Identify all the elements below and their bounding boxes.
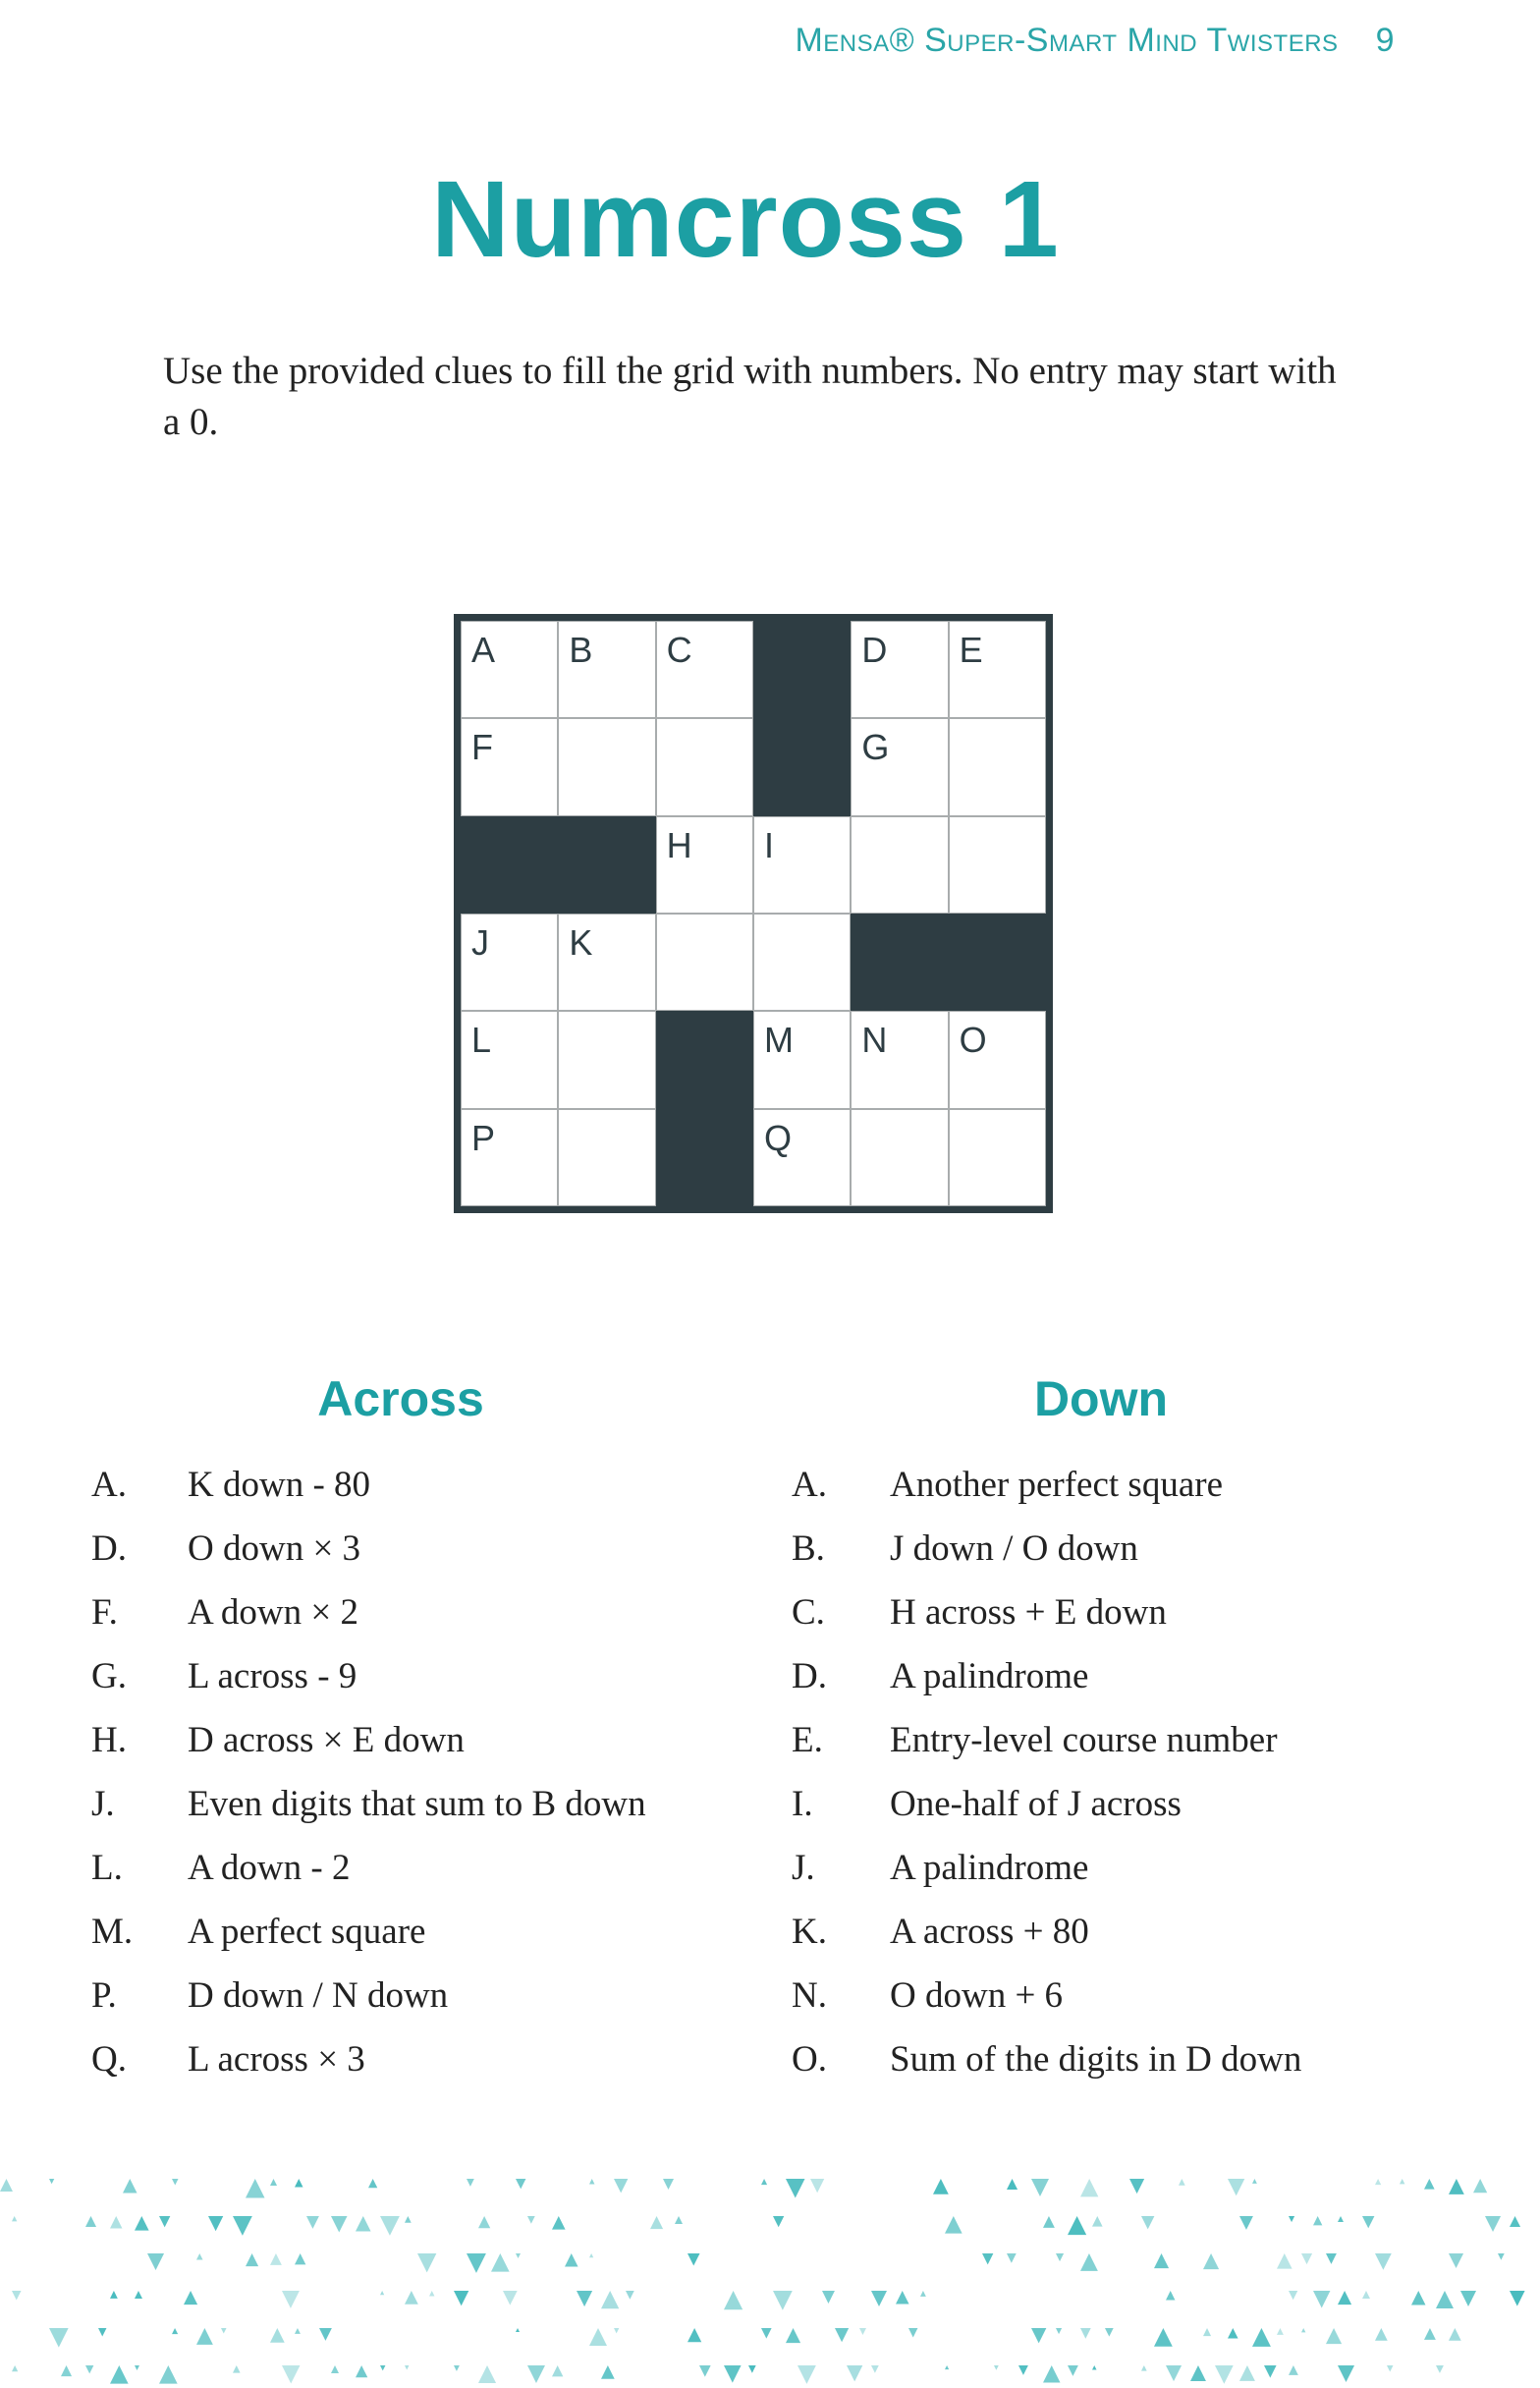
- triangle-mark: [1031, 2328, 1046, 2343]
- triangle-mark: [663, 2179, 674, 2190]
- triangle-mark: [1080, 2253, 1098, 2271]
- triangle-mark: [1056, 2253, 1064, 2261]
- triangle-mark: [110, 2291, 118, 2299]
- triangle-mark: [1362, 2216, 1374, 2228]
- down-clue-label: N.: [792, 1975, 827, 2016]
- triangle-mark: [1068, 2216, 1086, 2235]
- triangle-mark: [1326, 2253, 1337, 2264]
- triangle-mark: [61, 2365, 72, 2376]
- triangle-mark: [380, 2365, 385, 2370]
- triangle-mark: [110, 2216, 122, 2228]
- triangle-mark: [577, 2291, 592, 2306]
- triangle-mark: [1375, 2179, 1381, 2185]
- triangle-mark: [270, 2253, 282, 2265]
- triangle-mark: [601, 2291, 619, 2308]
- triangle-mark: [773, 2216, 784, 2227]
- triangle-mark: [417, 2253, 436, 2272]
- across-clue-text: O down × 3: [188, 1528, 361, 1569]
- triangle-mark: [159, 2216, 170, 2227]
- triangle-mark: [1007, 2253, 1017, 2263]
- grid-cell[interactable]: [753, 1109, 851, 1206]
- triangle-mark: [527, 2365, 545, 2383]
- triangle-mark: [147, 2253, 164, 2270]
- cell-label: Q: [764, 1117, 793, 1158]
- grid-cell[interactable]: [656, 621, 753, 718]
- black-cell: [656, 1109, 753, 1206]
- triangle-mark: [1411, 2291, 1425, 2305]
- grid-cell[interactable]: [461, 1109, 558, 1206]
- cell-label: M: [764, 1020, 794, 1061]
- triangle-mark: [761, 2179, 767, 2185]
- triangle-mark: [0, 2179, 13, 2192]
- across-clue-label: P.: [91, 1975, 117, 2016]
- triangle-mark: [748, 2365, 756, 2373]
- triangle-mark: [724, 2365, 742, 2383]
- triangle-mark: [1007, 2179, 1018, 2190]
- cell-label: I: [764, 824, 775, 865]
- grid-cell[interactable]: [558, 1109, 655, 1206]
- grid-cell[interactable]: [949, 816, 1046, 914]
- cell-label: B: [569, 630, 593, 670]
- triangle-mark: [1313, 2291, 1330, 2307]
- triangle-mark: [822, 2291, 835, 2304]
- triangle-mark: [1460, 2291, 1476, 2306]
- triangle-mark: [1485, 2216, 1501, 2232]
- triangle-mark: [405, 2365, 409, 2369]
- triangle-mark: [724, 2291, 742, 2309]
- triangle-pattern-decoration: [0, 2161, 1540, 2388]
- triangle-mark: [786, 2179, 804, 2197]
- triangle-mark: [12, 2365, 18, 2371]
- triangle-mark: [1277, 2253, 1292, 2269]
- across-clue-label: A.: [91, 1465, 127, 1505]
- triangle-mark: [565, 2253, 578, 2267]
- triangle-mark: [688, 2328, 701, 2342]
- grid-cell[interactable]: [949, 1011, 1046, 1108]
- across-heading: Across: [317, 1371, 484, 1426]
- across-clue-label: Q.: [91, 2039, 127, 2080]
- triangle-mark: [306, 2216, 319, 2229]
- triangle-mark: [1449, 2179, 1464, 2194]
- triangle-mark: [761, 2328, 772, 2339]
- triangle-mark: [1264, 2365, 1277, 2378]
- across-clue-text: D across × E down: [188, 1720, 465, 1760]
- triangle-mark: [994, 2365, 999, 2370]
- cell-label: D: [861, 630, 888, 670]
- triangle-mark: [1289, 2216, 1294, 2222]
- triangle-mark: [172, 2328, 178, 2334]
- triangle-mark: [908, 2328, 917, 2337]
- cell-label: O: [959, 1020, 987, 1061]
- grid-cell[interactable]: [558, 1011, 655, 1108]
- cell-label: N: [861, 1020, 888, 1061]
- down-clue-text: Another perfect square: [890, 1465, 1223, 1505]
- triangle-mark: [614, 2328, 619, 2333]
- grid-cell[interactable]: [461, 718, 558, 815]
- triangle-mark: [516, 2179, 525, 2189]
- triangle-mark: [110, 2365, 129, 2384]
- down-clue-label: K.: [792, 1912, 827, 1952]
- triangle-mark: [1387, 2365, 1393, 2371]
- triangle-mark: [1338, 2216, 1344, 2222]
- triangle-mark: [589, 2179, 594, 2184]
- grid-cell[interactable]: [656, 718, 753, 815]
- grid-cell[interactable]: [851, 718, 948, 815]
- triangle-mark: [135, 2216, 149, 2231]
- triangle-mark: [135, 2365, 139, 2370]
- triangle-mark: [589, 2253, 593, 2257]
- triangle-mark: [1092, 2365, 1096, 2369]
- triangle-mark: [675, 2216, 683, 2224]
- triangle-mark: [135, 2291, 142, 2299]
- triangle-mark: [1375, 2328, 1388, 2341]
- triangle-mark: [516, 2328, 520, 2332]
- across-clue-text: L across - 9: [188, 1656, 358, 1696]
- down-clue-label: B.: [792, 1528, 825, 1569]
- triangle-mark: [699, 2365, 711, 2377]
- triangle-mark: [1203, 2328, 1211, 2336]
- puzzle-title: Numcross 1: [431, 159, 1060, 280]
- triangle-mark: [172, 2179, 179, 2186]
- triangle-mark: [859, 2328, 866, 2335]
- across-clue-text: D down / N down: [188, 1975, 449, 2016]
- triangle-mark: [1498, 2253, 1505, 2260]
- triangle-mark: [589, 2328, 607, 2346]
- black-cell: [949, 914, 1046, 1011]
- down-clue-label: A.: [792, 1465, 827, 1505]
- triangle-mark: [1473, 2179, 1487, 2193]
- triangle-mark: [982, 2253, 993, 2264]
- triangle-mark: [1056, 2328, 1062, 2334]
- triangle-mark: [196, 2253, 203, 2260]
- down-clue-label: J.: [792, 1848, 815, 1888]
- across-clue-label: D.: [91, 1528, 127, 1569]
- triangle-mark: [1141, 2216, 1154, 2229]
- black-cell: [753, 718, 851, 815]
- triangle-mark: [1326, 2328, 1342, 2344]
- grid-cell[interactable]: [949, 621, 1046, 718]
- triangle-mark: [478, 2365, 496, 2383]
- triangle-mark: [1239, 2365, 1255, 2381]
- triangle-mark: [98, 2328, 106, 2336]
- triangle-mark: [319, 2328, 332, 2341]
- triangle-mark: [1203, 2253, 1219, 2269]
- black-cell: [656, 1011, 753, 1108]
- across-clue-label: H.: [91, 1720, 127, 1760]
- grid-cell[interactable]: [461, 621, 558, 718]
- triangle-mark: [405, 2291, 418, 2305]
- grid-cell[interactable]: [656, 914, 753, 1011]
- triangle-mark: [773, 2291, 793, 2310]
- triangle-mark: [1154, 2328, 1173, 2347]
- triangle-mark: [295, 2179, 302, 2187]
- triangle-mark: [295, 2328, 301, 2334]
- triangle-mark: [798, 2365, 816, 2384]
- triangle-mark: [871, 2365, 879, 2373]
- across-clue-text: Even digits that sum to B down: [188, 1784, 646, 1824]
- across-clue-text: A down - 2: [188, 1848, 351, 1888]
- triangle-mark: [1080, 2328, 1091, 2339]
- triangle-mark: [527, 2216, 535, 2224]
- triangle-mark: [688, 2253, 700, 2266]
- across-clue-text: L across × 3: [188, 2039, 365, 2080]
- grid-cell[interactable]: [851, 621, 948, 718]
- triangle-mark: [1179, 2179, 1185, 2186]
- triangle-mark: [1228, 2328, 1238, 2339]
- across-clue-label: G.: [91, 1656, 127, 1696]
- triangle-mark: [331, 2216, 348, 2233]
- triangle-mark: [270, 2179, 277, 2186]
- triangle-mark: [1252, 2328, 1271, 2347]
- triangle-mark: [295, 2253, 305, 2264]
- triangle-mark: [1018, 2365, 1028, 2375]
- triangle-mark: [467, 2253, 486, 2273]
- grid-cell[interactable]: [851, 1011, 948, 1108]
- cell-label: L: [471, 1020, 492, 1061]
- down-clue-label: O.: [792, 2039, 827, 2080]
- triangle-mark: [454, 2365, 460, 2371]
- down-clue-label: E.: [792, 1720, 823, 1760]
- triangle-mark: [1449, 2328, 1461, 2341]
- triangle-mark: [1068, 2365, 1078, 2376]
- triangle-mark: [1154, 2253, 1169, 2268]
- triangle-mark: [1043, 2365, 1060, 2382]
- down-heading: Down: [1033, 1371, 1169, 1426]
- triangle-mark: [49, 2179, 54, 2184]
- triangle-mark: [380, 2216, 400, 2236]
- triangle-mark: [1301, 2253, 1312, 2264]
- triangle-mark: [1436, 2291, 1454, 2308]
- down-clue-text: A palindrome: [890, 1656, 1089, 1696]
- triangle-mark: [1338, 2365, 1354, 2382]
- triangle-mark: [1436, 2365, 1444, 2373]
- cell-label: A: [471, 630, 496, 670]
- triangle-mark: [1080, 2179, 1098, 2196]
- triangle-mark: [920, 2291, 926, 2297]
- down-clue-text: One-half of J across: [890, 1784, 1182, 1824]
- triangle-mark: [270, 2328, 285, 2343]
- cell-label: F: [471, 727, 493, 768]
- down-clue-text: A palindrome: [890, 1848, 1089, 1888]
- triangle-mark: [1375, 2253, 1392, 2270]
- cell-label: G: [861, 727, 890, 768]
- triangle-mark: [233, 2365, 241, 2373]
- black-cell: [753, 621, 851, 718]
- triangle-mark: [208, 2216, 223, 2231]
- across-clue-text: A perfect square: [188, 1912, 426, 1952]
- triangle-mark: [650, 2216, 663, 2229]
- across-clue-label: J.: [91, 1784, 115, 1824]
- triangle-mark: [221, 2328, 227, 2334]
- triangle-mark: [368, 2179, 377, 2188]
- triangle-mark: [1239, 2216, 1253, 2230]
- grid-cell[interactable]: [558, 718, 655, 815]
- triangle-mark: [1313, 2216, 1322, 2225]
- triangle-mark: [847, 2365, 862, 2381]
- triangle-mark: [356, 2216, 371, 2232]
- triangle-mark: [1449, 2253, 1463, 2268]
- cell-label: P: [471, 1117, 496, 1158]
- triangle-mark: [945, 2365, 949, 2369]
- triangle-mark: [1166, 2291, 1175, 2300]
- triangle-mark: [835, 2328, 849, 2342]
- down-clue-label: I.: [792, 1784, 813, 1824]
- grid-cell[interactable]: [558, 914, 655, 1011]
- grid-cell[interactable]: [656, 816, 753, 914]
- triangle-mark: [1129, 2179, 1144, 2194]
- grid-cell[interactable]: [949, 718, 1046, 815]
- instructions: Use the provided clues to fill the grid with numbers. No entry may start with a 0.: [163, 350, 1337, 443]
- across-clue-label: F.: [91, 1592, 118, 1633]
- triangle-mark: [1400, 2179, 1404, 2184]
- triangle-mark: [933, 2179, 949, 2194]
- triangle-mark: [1362, 2291, 1370, 2299]
- triangle-mark: [1338, 2291, 1351, 2305]
- triangle-mark: [786, 2328, 800, 2343]
- triangle-mark: [159, 2365, 178, 2384]
- triangle-mark: [282, 2291, 300, 2308]
- triangle-mark: [12, 2216, 17, 2221]
- triangle-mark: [478, 2216, 490, 2228]
- across-clue-label: L.: [91, 1848, 123, 1888]
- grid-cell[interactable]: [461, 1011, 558, 1108]
- triangle-mark: [552, 2216, 566, 2230]
- grid-cell[interactable]: [753, 1011, 851, 1108]
- triangle-mark: [1031, 2179, 1049, 2196]
- triangle-mark: [246, 2253, 258, 2266]
- grid-cell[interactable]: [753, 816, 851, 914]
- grid-cell[interactable]: [949, 1109, 1046, 1206]
- triangle-mark: [1424, 2328, 1436, 2340]
- triangle-mark: [184, 2291, 197, 2305]
- triangle-mark: [196, 2328, 213, 2345]
- triangle-mark: [12, 2291, 22, 2301]
- triangle-mark: [1228, 2179, 1244, 2195]
- triangle-mark: [1043, 2216, 1055, 2228]
- triangle-mark: [810, 2179, 824, 2193]
- cell-label: K: [569, 922, 593, 963]
- triangle-mark: [614, 2179, 628, 2193]
- black-cell: [461, 816, 558, 914]
- grid-cell[interactable]: [851, 816, 948, 914]
- triangle-mark: [491, 2253, 510, 2272]
- triangle-mark: [356, 2365, 367, 2377]
- triangle-mark: [454, 2291, 468, 2305]
- across-clue-text: A down × 2: [188, 1592, 359, 1633]
- down-clue-text: Sum of the digits in D down: [890, 2039, 1302, 2080]
- triangle-mark: [871, 2291, 887, 2306]
- grid-cell[interactable]: [753, 914, 851, 1011]
- triangle-mark: [1252, 2179, 1257, 2184]
- across-clue-text: K down - 80: [188, 1465, 371, 1505]
- triangle-mark: [516, 2253, 521, 2258]
- triangle-mark: [626, 2291, 634, 2300]
- triangle-mark: [282, 2365, 300, 2383]
- down-clue-text: Entry-level course number: [890, 1720, 1278, 1760]
- numcross-grid: [454, 614, 1053, 1213]
- triangle-mark: [380, 2291, 384, 2295]
- down-clue-text: O down + 6: [890, 1975, 1064, 2016]
- triangle-mark: [1105, 2328, 1114, 2337]
- cell-label: H: [666, 824, 692, 865]
- triangle-mark: [246, 2179, 265, 2198]
- triangle-mark: [85, 2216, 96, 2227]
- triangle-mark: [1289, 2365, 1298, 2375]
- triangle-mark: [503, 2291, 518, 2305]
- triangle-mark: [1190, 2365, 1206, 2381]
- cell-label: C: [666, 630, 692, 670]
- running-head: [795, 22, 1395, 60]
- triangle-mark: [552, 2365, 563, 2376]
- triangle-mark: [331, 2365, 339, 2373]
- triangle-mark: [1510, 2216, 1520, 2227]
- down-clue-text: A across + 80: [890, 1912, 1089, 1952]
- triangle-mark: [1141, 2365, 1147, 2371]
- triangle-mark: [1301, 2328, 1305, 2332]
- triangle-mark: [1277, 2328, 1284, 2335]
- down-clue-label: C.: [792, 1592, 825, 1633]
- across-clue-label: M.: [91, 1912, 134, 1952]
- down-clue-text: J down / O down: [890, 1528, 1138, 1569]
- down-clue-label: D.: [792, 1656, 827, 1696]
- grid-cell[interactable]: [461, 914, 558, 1011]
- triangle-mark: [123, 2179, 138, 2194]
- cell-label: J: [471, 922, 489, 963]
- triangle-mark: [945, 2216, 962, 2234]
- triangle-mark: [896, 2291, 909, 2305]
- black-cell: [558, 816, 655, 914]
- cell-label: E: [959, 630, 983, 670]
- grid-cell[interactable]: [558, 621, 655, 718]
- triangle-mark: [429, 2291, 434, 2296]
- triangle-mark: [1092, 2216, 1103, 2227]
- down-clue-text: H across + E down: [890, 1592, 1167, 1633]
- triangle-mark: [1166, 2365, 1182, 2381]
- page-number: 9: [1375, 22, 1395, 59]
- grid-cell[interactable]: [851, 1109, 948, 1206]
- triangle-mark: [1510, 2291, 1525, 2306]
- triangle-mark: [601, 2365, 615, 2379]
- triangle-mark: [49, 2328, 69, 2348]
- triangle-mark: [1289, 2291, 1297, 2300]
- black-cell: [851, 914, 948, 1011]
- triangle-mark: [85, 2365, 93, 2373]
- triangle-mark: [405, 2216, 412, 2223]
- triangle-mark: [1424, 2179, 1435, 2190]
- triangle-mark: [467, 2179, 474, 2187]
- triangle-mark: [233, 2216, 252, 2236]
- book-title: Mensa® Super-Smart Mind Twisters: [795, 22, 1339, 59]
- triangle-mark: [1215, 2365, 1234, 2384]
